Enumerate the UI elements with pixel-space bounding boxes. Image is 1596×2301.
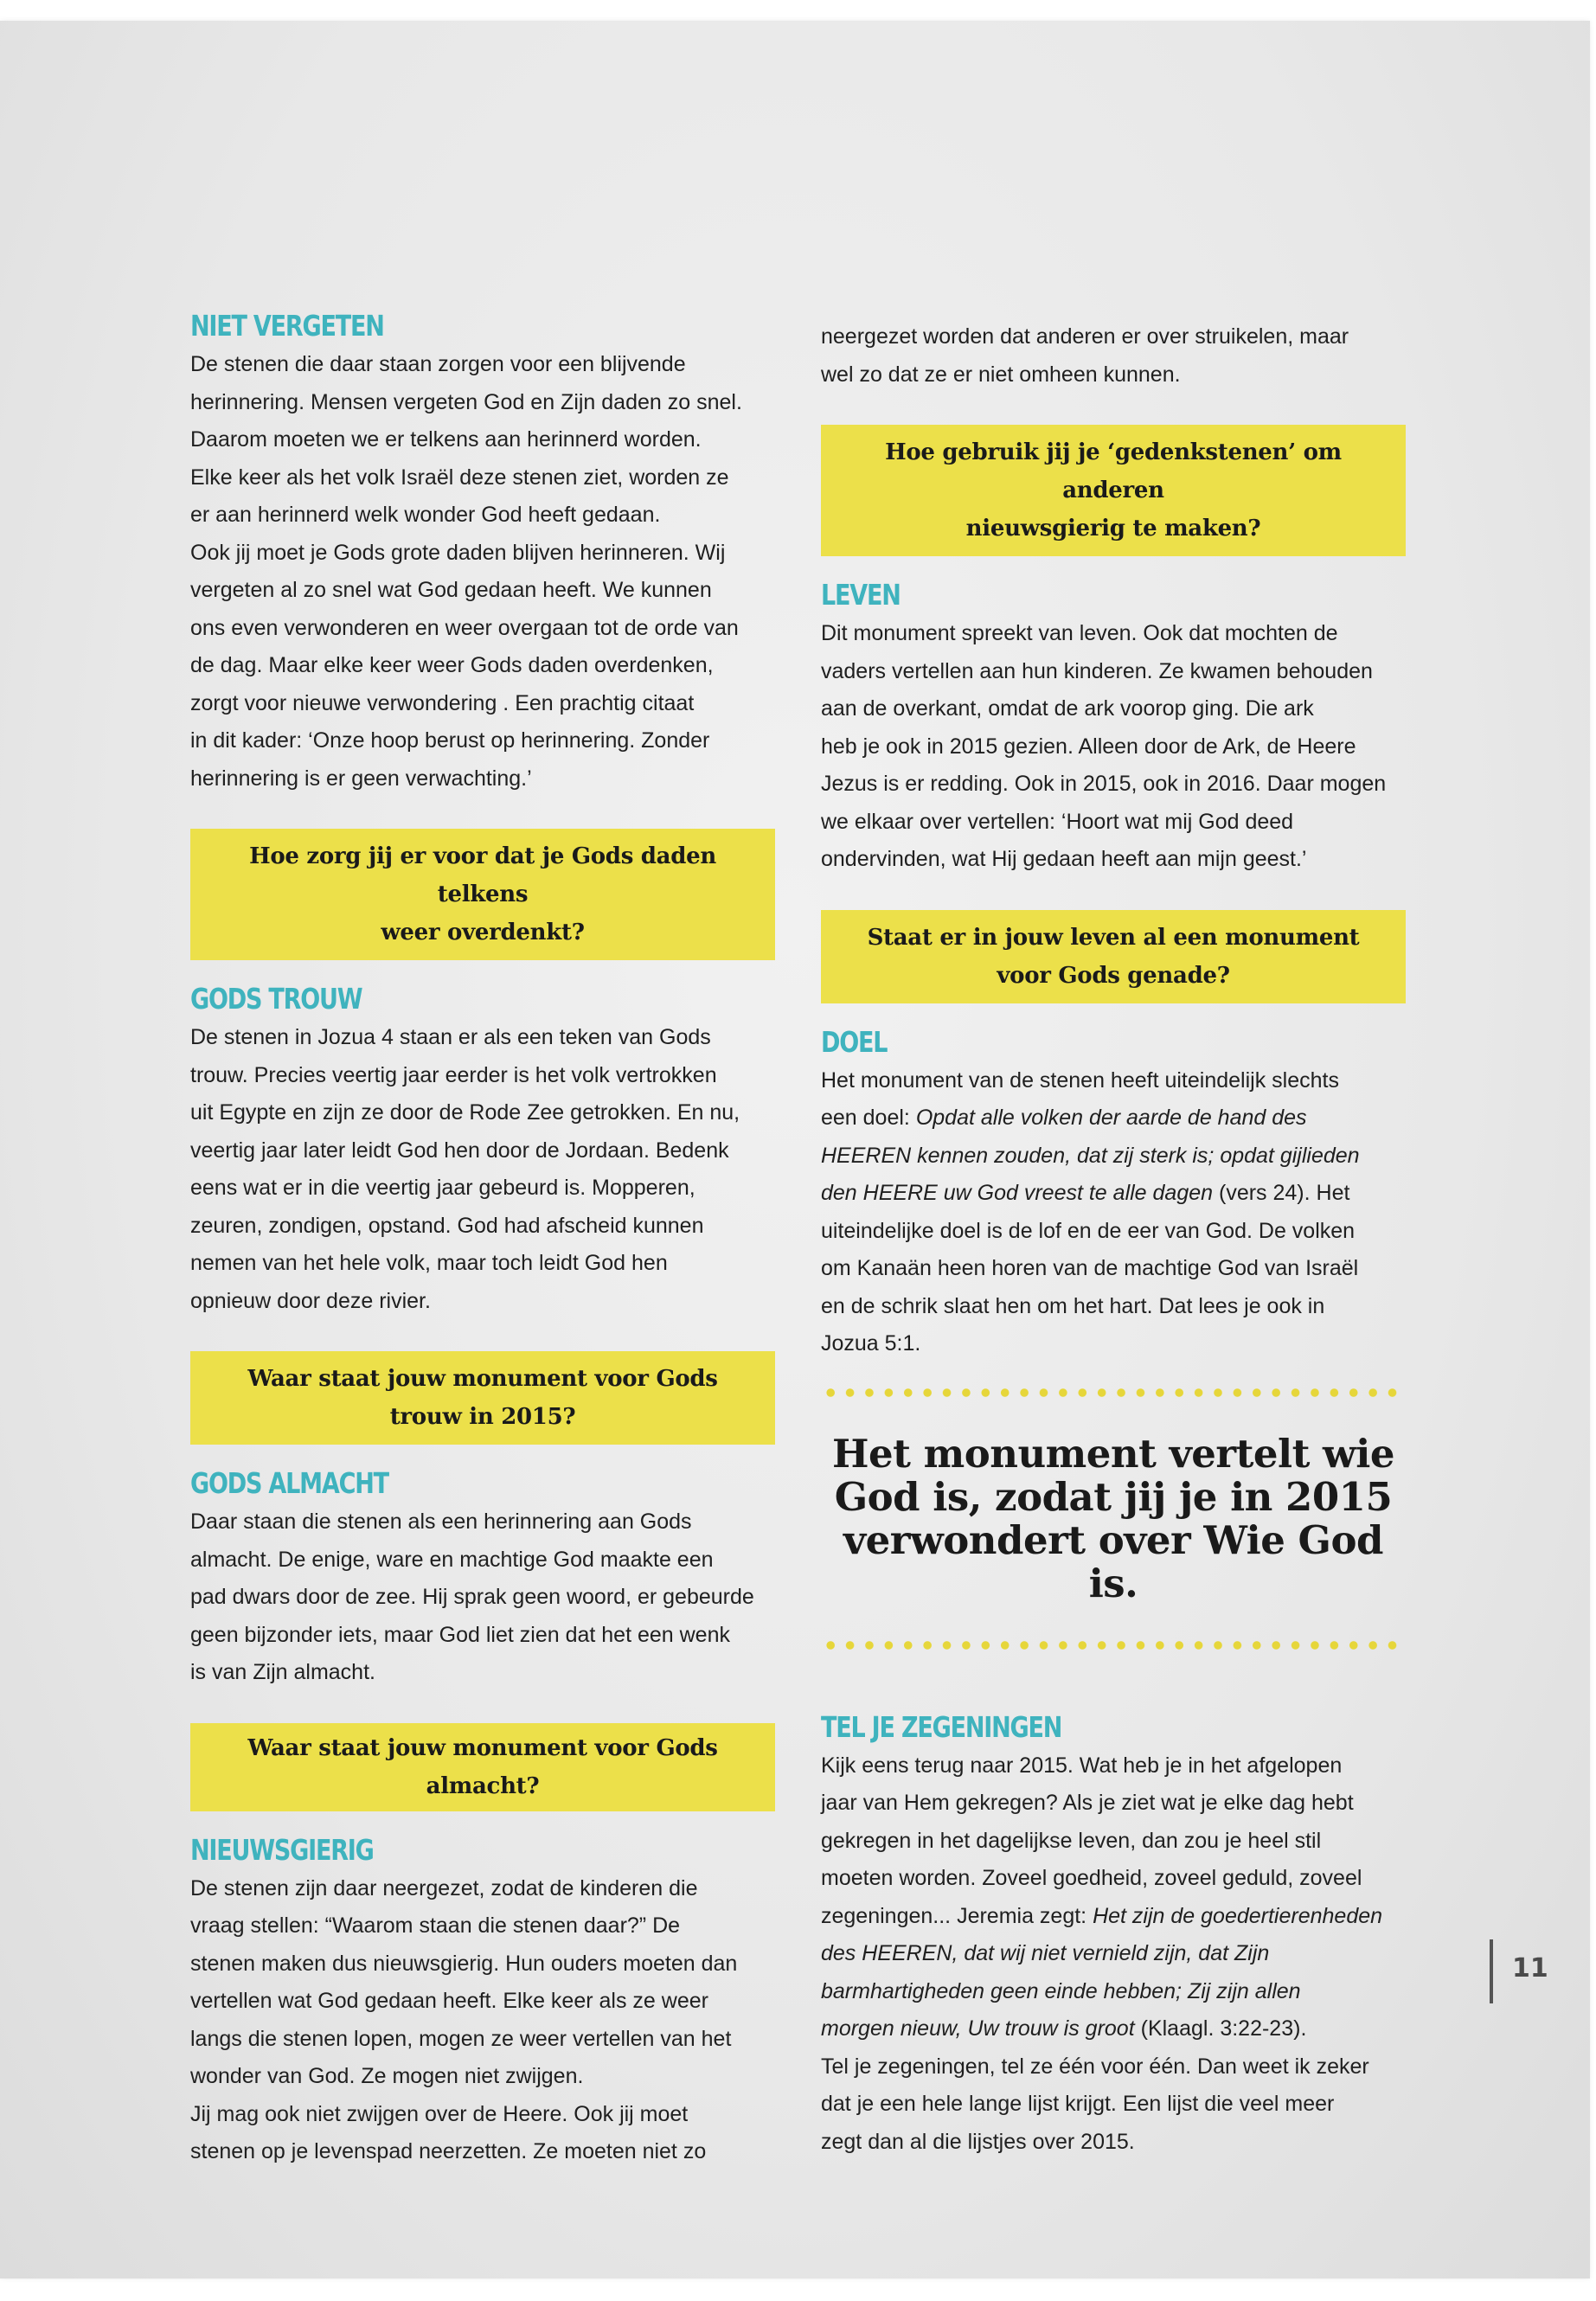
- page-number: 11: [1490, 1939, 1548, 2003]
- dotted-divider: [821, 1388, 1406, 1398]
- section-continuation: [821, 318, 1406, 556]
- section-heading: TEL JE ZEGENINGEN: [821, 1709, 1062, 1744]
- section-gods-almacht: [190, 1464, 775, 1811]
- question-box: Staat er in jouw leven al een monument voor Gods genade?: [821, 910, 1406, 1003]
- question-box: Hoe zorg jij er voor dat je Gods daden telkens weer overdenkt?: [190, 829, 775, 960]
- section-body: neergezet worden dat anderen er over struikelen, maar wel zo dat ze er niet omheen kunnen.: [821, 324, 1349, 387]
- section-niet-vergeten: [190, 306, 775, 960]
- section-heading: NIEUWSGIERIG: [190, 1832, 374, 1867]
- section-heading: GODS ALMACHT: [190, 1466, 388, 1500]
- section-heading: NIET VERGETEN: [190, 309, 384, 343]
- section-body: Het monument van de stenen heeft uiteindelijk slechts een doel: Opdat alle volken der aarde de hand des HEEREN kennen zouden, dat zij sterk is; opdat gijlieden den HEERE uw God vreest te alle dagen (vers 24). Het uiteindelijke doel is de lof en de eer van God. De volken om Kanaän heen horen van de machtige God van Israël en de schrik slaat hen om het hart. Dat lees je ook in Jozua 5:1.: [821, 1067, 1360, 1356]
- section-heading: GODS TROUW: [190, 982, 362, 1016]
- section-gods-trouw: [190, 979, 775, 1445]
- left-column: [190, 306, 775, 2171]
- section-body: Dit monument spreekt van leven. Ook dat mochten de vaders vertellen aan hun kinderen. Ze kwamen behouden aan de overkant, omdat de ark voorop ging. Die ark heb je ook in 2015 gezien. Alleen door de Ark, de Heere Jezus is er redding. Ook in 2015, ook in 2016. Daar mogen we elkaar over vertellen: ‘Hoort wat mij God deed ondervinden, wat Hij gedaan heeft aan mijn geest.’: [821, 621, 1387, 871]
- section-body: De stenen zijn daar neergezet, zodat de kinderen die vraag stellen: “Waarom staan die stenen daar?” De stenen maken dus nieuwsgierig. Hun ouders moeten dan vertellen wat God gedaan heeft. Elke keer als ze weer langs die stenen lopen, mogen ze weer vertellen van het wonder van God. Ze mogen niet zwijgen. Jij mag ook niet zwijgen over de Heere. Ook jij moet stenen op je levenspad neerzetten. Ze moeten niet zo: [190, 1875, 738, 2163]
- section-body: Daar staan die stenen als een herinnering aan Gods almacht. De enige, ware en machtige God maakte een pad dwars door de zee. Hij sprak geen woord, er gebeurde geen bijzonder iets, maar God liet zien dat het een wenk is van Zijn almacht.: [190, 1509, 754, 1684]
- dotted-divider: [821, 1640, 1406, 1650]
- question-box: Waar staat jouw monument voor Gods almacht?: [190, 1723, 775, 1811]
- magazine-page: [0, 21, 1590, 2279]
- section-tel-je-zegeningen: [821, 1708, 1406, 2162]
- question-box: Waar staat jouw monument voor Gods trouw in 2015?: [190, 1351, 775, 1445]
- right-column: [821, 318, 1406, 2161]
- question-box: Hoe gebruik jij je ‘gedenkstenen’ om anderen nieuwsgierig te maken?: [821, 425, 1406, 556]
- section-body: Kijk eens terug naar 2015. Wat heb je in het afgelopen jaar van Hem gekregen? Als je ziet wat je elke dag hebt gekregen in het dagelijkse leven, dan zou je heel stil moeten worden. Zoveel goedheid, zoveel geduld, zoveel zegeningen... Jeremia zegt: Het zijn de goedertierenheden des HEEREN, dat wij niet vernield zijn, dat Zijn barmhartigheden geen einde hebben; Zij zijn allen morgen nieuw, Uw trouw is groot (Klaagl. 3:22-23). Tel je zegeningen, tel ze één voor één. Dan weet ik zeker dat je een hele lange lijst krijgt. Een lijst die veel meer zegt dan al die lijstjes over 2015.: [821, 1753, 1383, 2154]
- section-heading: LEVEN: [821, 578, 901, 612]
- section-heading: DOEL: [821, 1024, 888, 1059]
- pull-quote: Het monument vertelt wie God is, zodat jij je in 2015 verwondert over Wie God is.: [832, 1430, 1394, 1606]
- section-nieuwsgierig: [190, 1830, 775, 2171]
- section-doel: [821, 1022, 1406, 1363]
- section-body: De stenen in Jozua 4 staan er als een teken van Gods trouw. Precies veertig jaar eerder is het volk vertrokken uit Egypte en zijn ze door de Rode Zee getrokken. En nu, veertig jaar later leidt God hen door de Jordaan. Bedenk eens wat er in die veertig jaar gebeurd is. Mopperen, zeuren, zondigen, opstand. God had afscheid kunnen nemen van het hele volk, maar toch leidt God hen opnieuw door deze rivier.: [190, 1025, 740, 1313]
- section-leven: [821, 575, 1406, 1003]
- section-body: De stenen die daar staan zorgen voor een blijvende herinnering. Mensen vergeten God en Zijn daden zo snel. Daarom moeten we er telkens aan herinnerd worden. Elke keer als het volk Israël deze stenen ziet, worden ze er aan herinnerd welk wonder God heeft gedaan. Ook jij moet je Gods grote daden blijven herinneren. Wij vergeten al zo snel wat God gedaan heeft. We kunnen ons even verwonderen en weer overgaan tot de orde van de dag. Maar elke keer weer Gods daden overdenken, zorgt voor nieuwe verwondering . Een prachtig citaat in dit kader: ‘Onze hoop berust op herinnering. Zonder herinnering is er geen verwachting.’: [190, 352, 742, 791]
